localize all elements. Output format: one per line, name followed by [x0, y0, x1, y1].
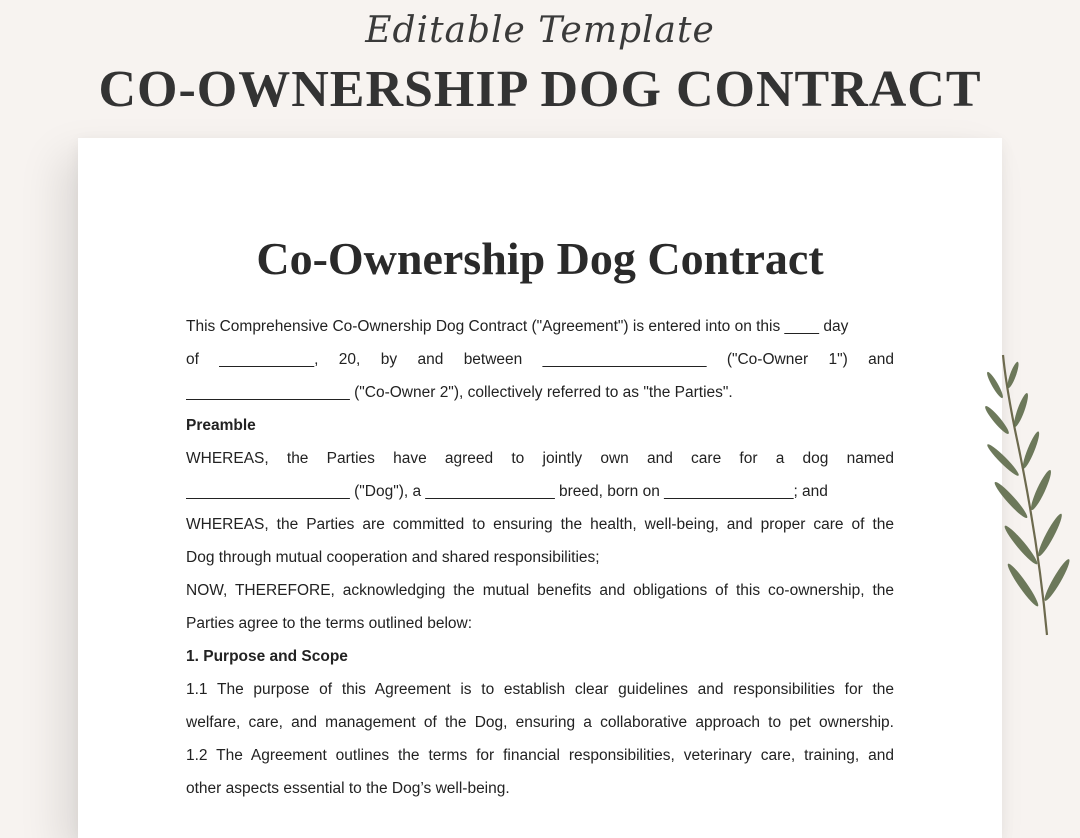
paragraph-line: ___________________ ("Dog"), a _______________ breed, born on _______________; and — [186, 483, 828, 500]
paragraph-line: ___________________ ("Co-Owner 2"), collectively referred to as "the Parties". — [186, 384, 733, 401]
document-body — [186, 310, 894, 805]
rosemary-sprig-decoration — [975, 350, 1075, 640]
document-page — [78, 138, 1002, 838]
paragraph-line: 1.1 The purpose of this Agreement is to establish clear guidelines and responsibilities for the — [186, 681, 894, 698]
document-title: Co-Ownership Dog Contract — [256, 233, 824, 284]
paragraph-line: welfare, care, and management of the Dog, ensuring a collaborative approach to pet ownership. — [186, 714, 894, 731]
paragraph-line: WHEREAS, the Parties have agreed to jointly own and care for a dog named — [186, 450, 894, 467]
script-heading: Editable Template — [365, 10, 715, 51]
paragraph-line: WHEREAS, the Parties are committed to ensuring the health, well-being, and proper care of the — [186, 516, 894, 533]
paragraph-line: NOW, THEREFORE, acknowledging the mutual benefits and obligations of this co-ownership, the — [186, 582, 894, 599]
paragraph-line: Dog through mutual cooperation and shared responsibilities; — [186, 549, 600, 566]
banner-title: CO-OWNERSHIP DOG CONTRACT — [98, 61, 982, 118]
paragraph-line: other aspects essential to the Dog’s well-being. — [186, 780, 510, 797]
section-heading-purpose: 1. Purpose and Scope — [186, 648, 348, 665]
paragraph-line: 1.2 The Agreement outlines the terms for financial responsibilities, veterinary care, training, and — [186, 747, 894, 764]
paragraph-line: Parties agree to the terms outlined below: — [186, 615, 473, 632]
section-heading-preamble: Preamble — [186, 417, 256, 434]
paragraph-line: This Comprehensive Co-Ownership Dog Contract ("Agreement") is entered into on this ____ day — [186, 318, 849, 335]
paragraph-line: of ___________, 20, by and between ___________________ ("Co-Owner 1") and — [186, 351, 894, 368]
